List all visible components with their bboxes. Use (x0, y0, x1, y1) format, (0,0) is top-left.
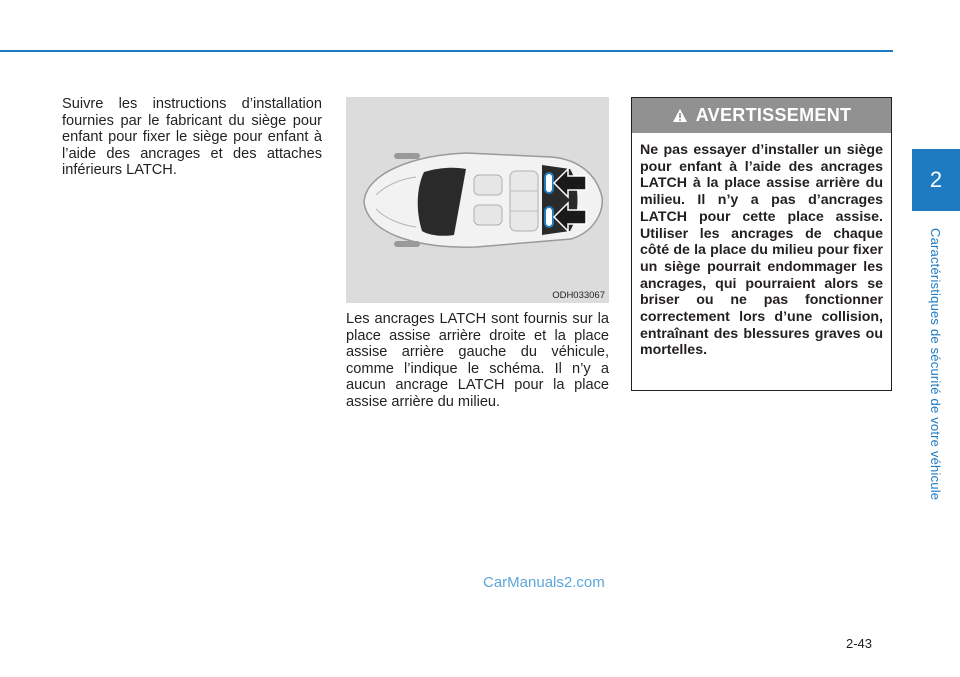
watermark: CarManuals2.com (483, 574, 605, 591)
header-rule (0, 50, 893, 52)
page-number: 2-43 (846, 636, 873, 651)
warning-box (631, 97, 892, 391)
latch-description: Les ancrages LATCH sont fournis sur la place assise arrière droite et la place assise arrière gauche du véhicule, comme l’indique le schéma. Il n’y a aucun ancrage LATCH pour la place assise arrière du milieu. (346, 311, 609, 410)
chapter-tab: 2 (912, 149, 960, 211)
figure-code: ODH033067 (552, 290, 605, 301)
latch-figure (346, 97, 609, 303)
intro-paragraph: Suivre les instructions d’installation fournies par le fabricant du siège pour enfant pour fixer le siège pour enfant à l’aide des ancrages et des attaches inférieurs LATCH. (62, 96, 322, 179)
car-top-view-icon (346, 97, 609, 303)
warning-header (632, 98, 891, 133)
chapter-title: Caractéristiques de sécurité de votre véhicule (928, 228, 943, 501)
warning-title: AVERTISSEMENT (695, 105, 852, 125)
warning-text: Ne pas essayer d’installer un siège pour enfant à l’aide des ancrages LATCH à la place assise arrière du milieu. Il n’y a pas d’ancrages LATCH pour cette place assise. Utiliser les ancrages de chaque côté de la place du milieu pour fixer un siège pourrait endommager les ancrages, qui pourraient alors se briser ou ne pas fonctionner correctement lors d’une collision, entraînant des blessures graves ou mortelles. (640, 142, 883, 359)
warning-triangle-icon (672, 108, 688, 123)
